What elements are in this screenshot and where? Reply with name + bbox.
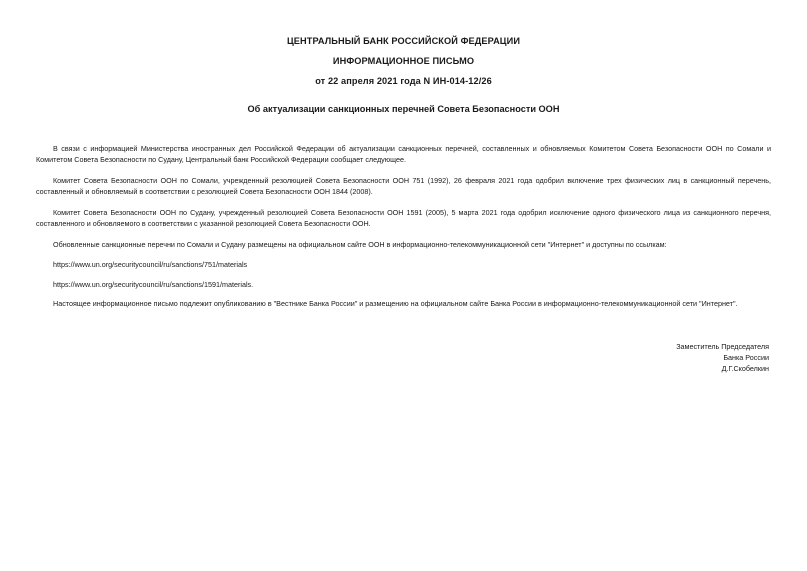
signatory-name: Д.Г.Скобелкин bbox=[721, 364, 769, 373]
paragraph-text: В связи с информацией Министерства иностранных дел Российской Федерации об актуализации санкционных перечней, составленных и обновляемых Комитетом Совета Безопасности ООН по Сомали и Комитетом Совета Безопасности по Судану, Центральный банк Российской Федерации сообщает следующее. bbox=[36, 144, 771, 164]
paragraph-links-intro: Обновленные санкционные перечни по Сомали и Судану размещены на официальном сайте ООН в информационно-телекоммуникационной сети "Интернет" и доступны по ссылкам: bbox=[53, 240, 667, 249]
signatory-organization: Банка России bbox=[723, 353, 769, 362]
paragraph-somalia bbox=[36, 175, 771, 197]
signatory-title: Заместитель Председателя bbox=[676, 342, 769, 351]
link-somalia-materials[interactable]: https://www.un.org/securitycouncil/ru/sanctions/751/materials bbox=[53, 260, 248, 269]
link-sudan-materials[interactable]: https://www.un.org/securitycouncil/ru/sanctions/1591/materials. bbox=[53, 280, 254, 289]
signature-block bbox=[676, 341, 769, 374]
document-subject: Об актуализации санкционных перечней Совета Безопасности ООН bbox=[247, 104, 560, 114]
issuer-heading: ЦЕНТРАЛЬНЫЙ БАНК РОССИЙСКОЙ ФЕДЕРАЦИИ bbox=[286, 36, 521, 46]
paragraph-text: Комитет Совета Безопасности ООН по Судану, учрежденный резолюцией Совета Безопасности ООН 1591 (2005), 5 марта 2021 года одобрил исключение одного физического лица из санкционного перечня, составленного и обновляемого в соответствии с указанной резолюцией Совета Безопасности ООН. bbox=[36, 208, 771, 228]
paragraph-publication: Настоящее информационное письмо подлежит опубликованию в "Вестнике Банка России" и размещению на официальном сайте Банка России в информационно-телекоммуникационной сети "Интернет". bbox=[53, 299, 738, 308]
document-type-heading: ИНФОРМАЦИОННОЕ ПИСЬМО bbox=[332, 56, 475, 66]
paragraph-sudan bbox=[36, 207, 771, 229]
paragraph-text: Комитет Совета Безопасности ООН по Сомали, учрежденный резолюцией Совета Безопасности ООН 751 (1992), 26 февраля 2021 года одобрил включение трех физических лиц в санкционный перечень, составленный и обновляемый в соответствии с резолюцией Совета Безопасности ООН 1844 (2008). bbox=[36, 176, 771, 196]
document-date-number: от 22 апреля 2021 года N ИН-014-12/26 bbox=[315, 76, 492, 86]
paragraph-intro bbox=[36, 143, 771, 165]
